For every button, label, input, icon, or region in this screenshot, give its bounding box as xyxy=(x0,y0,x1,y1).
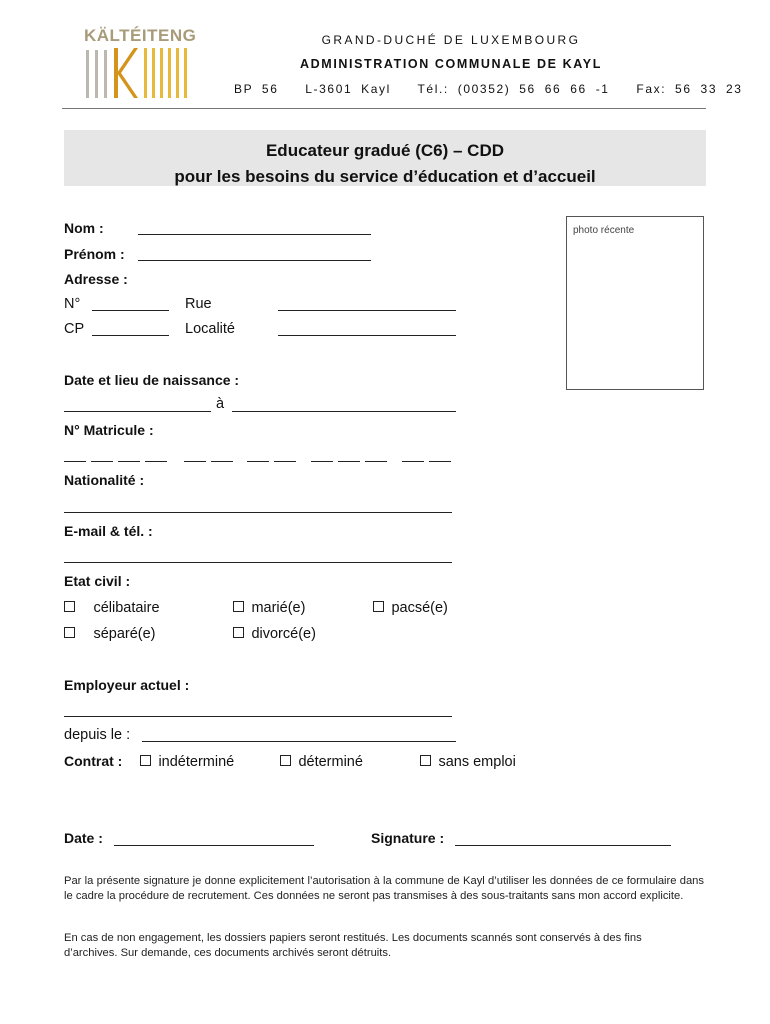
signature-field[interactable] xyxy=(455,845,671,846)
cp-label: CP xyxy=(64,321,85,337)
cp-field[interactable] xyxy=(92,335,169,336)
checkbox-icon[interactable] xyxy=(373,601,384,612)
checkbox-icon[interactable] xyxy=(233,601,244,612)
photo-box[interactable] xyxy=(566,216,704,390)
email-tel-label: E-mail & tél. : xyxy=(64,523,153,539)
option-label: sans emploi xyxy=(438,754,516,770)
localite-label: Localité xyxy=(185,321,235,337)
checkbox-icon[interactable] xyxy=(140,755,151,766)
contrat-indetermine-option[interactable] xyxy=(140,753,234,771)
administration-heading: ADMINISTRATION COMMUNALE DE KAYL xyxy=(300,57,602,71)
checkbox-icon[interactable] xyxy=(64,627,75,638)
nom-field[interactable] xyxy=(138,234,371,235)
naissance-label: Date et lieu de naissance : xyxy=(64,372,240,388)
country-heading: GRAND-DUCHÉ DE LUXEMBOURG xyxy=(321,33,581,47)
matricule-label: N° Matricule : xyxy=(64,422,154,438)
employeur-field[interactable] xyxy=(64,716,452,717)
contrat-determine-option[interactable] xyxy=(280,753,363,771)
naissance-lieu-field[interactable] xyxy=(232,411,456,412)
depuis-field[interactable] xyxy=(142,741,456,742)
a-label: à xyxy=(216,396,225,412)
email-tel-field[interactable] xyxy=(64,562,452,563)
logo-bars-icon xyxy=(86,48,190,98)
matricule-field[interactable] xyxy=(64,461,454,463)
numero-label: N° xyxy=(64,296,81,312)
contrat-sans-emploi-option[interactable] xyxy=(420,753,516,771)
nationalite-field[interactable] xyxy=(64,512,452,513)
photo-label: photo récente xyxy=(573,225,635,236)
prenom-label: Prénom : xyxy=(64,246,125,262)
date-field[interactable] xyxy=(114,845,314,846)
numero-field[interactable] xyxy=(92,310,169,311)
contact-line: BP 56 L-3601 Kayl Tél.: (00352) 56 66 66 -1 Fax: 56 33 23 xyxy=(234,82,743,96)
checkbox-icon[interactable] xyxy=(64,601,75,612)
option-label: séparé(e) xyxy=(93,626,156,642)
option-label: marié(e) xyxy=(251,600,306,616)
date-label: Date : xyxy=(64,830,103,846)
checkbox-icon[interactable] xyxy=(420,755,431,766)
localite-field[interactable] xyxy=(278,335,456,336)
naissance-date-field[interactable] xyxy=(64,411,211,412)
archive-paragraph: En cas de non engagement, les dossiers papiers seront restitués. Les documents scannés sont conservés à des fins d’archives. Sur demande, ces documents archivés seront détruits. xyxy=(64,932,642,959)
etat-marie-option[interactable] xyxy=(233,599,305,617)
signature-label: Signature : xyxy=(371,830,445,846)
nom-label: Nom : xyxy=(64,220,104,236)
prenom-field[interactable] xyxy=(138,260,371,261)
header-divider xyxy=(62,108,706,109)
etat-pacse-option[interactable] xyxy=(373,599,448,617)
adresse-label: Adresse : xyxy=(64,271,128,287)
contrat-label: Contrat : xyxy=(64,753,123,769)
etat-civil-label: Etat civil : xyxy=(64,573,131,589)
option-label: pacsé(e) xyxy=(391,600,448,616)
employeur-label: Employeur actuel : xyxy=(64,677,190,693)
nationalite-label: Nationalité : xyxy=(64,472,145,488)
page-title: Educateur gradué (C6) – CDD xyxy=(265,141,505,160)
etat-celibataire-option[interactable] xyxy=(64,599,160,617)
etat-divorce-option[interactable] xyxy=(233,625,316,643)
checkbox-icon[interactable] xyxy=(280,755,291,766)
rue-label: Rue xyxy=(185,296,212,312)
rue-field[interactable] xyxy=(278,310,456,311)
depuis-label: depuis le : xyxy=(64,727,131,743)
logo-text: KÄLTÉITENG xyxy=(84,26,197,45)
option-label: déterminé xyxy=(298,754,363,770)
checkbox-icon[interactable] xyxy=(233,627,244,638)
etat-separe-option[interactable] xyxy=(64,625,156,643)
option-label: indéterminé xyxy=(158,754,235,770)
page-subtitle: pour les besoins du service d’éducation et d’accueil xyxy=(174,167,596,186)
consent-paragraph: Par la présente signature je donne explicitement l’autorisation à la commune de Kayl d’utiliser les données de ce formulaire dans le cadre la procédure de recrutement. Ces données ne seront pas transmises à des sous-traitants sans mon accord explicite. xyxy=(64,875,704,902)
option-label: divorcé(e) xyxy=(251,626,316,642)
option-label: célibataire xyxy=(93,600,160,616)
